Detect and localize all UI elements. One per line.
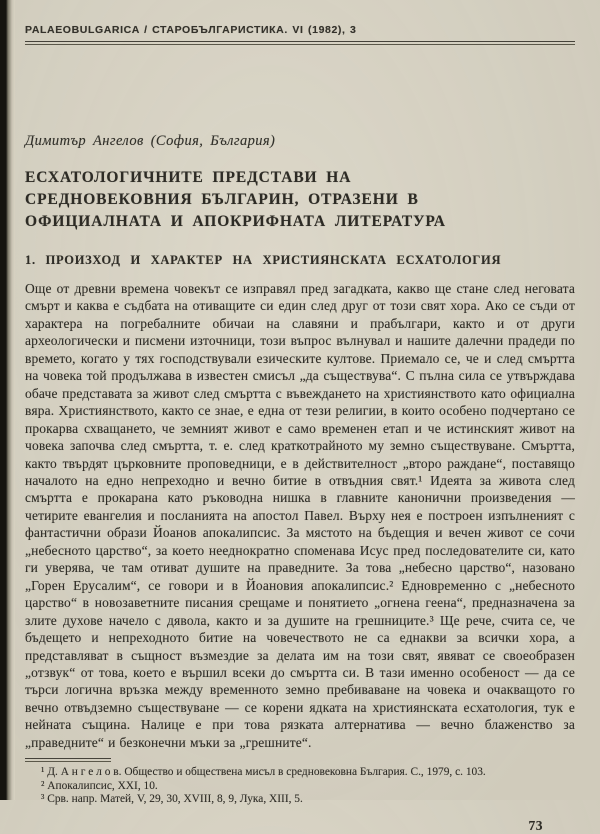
journal-header: PALAEOBULGARICA / СТАРОБЪЛГАРИСТИКА. VI (1982), 3 — [25, 24, 357, 36]
footnote-2: ² Апокалипсис, XXI, 10. — [41, 779, 158, 792]
footnote-1: ¹ Д. А н г е л о в. Общество и обществена мисъл в средновековна България. С., 1979, с. 103. — [41, 766, 486, 779]
article-title: ЕСХАТОЛОГИЧНИТЕ ПРЕДСТАВИ НА СРЕДНОВЕКОВНИЯ БЪЛГАРИН, ОТРАЗЕНИ В ОФИЦИАЛНАТА И АПОКРИФНАТА ЛИТЕРАТУРА — [25, 169, 446, 230]
footnote-rule — [25, 758, 111, 762]
footnote-3: ³ Срв. напр. Матей, V, 29, 30, XVIII, 8, 9, Лука, XIII, 5. — [41, 793, 303, 806]
author-line: Димитър Ангелов (София, България) — [25, 133, 276, 149]
footnotes-block — [25, 766, 575, 806]
scan-left-edge — [0, 0, 15, 800]
page-body — [25, 0, 575, 834]
header-rule — [25, 41, 575, 45]
body-paragraph: Още от древни времена човекът се изправял пред загадката, какво ще стане след неговата смърт и каква е съдбата на отиващите си един след друг от този свят хора. Ако се съди от характера на погребалните обичаи на славяни и прабългари, както и от други археологически и писмени източници, този въпрос вълнувал и нашите далечни прадеди по времето, когато у тях господствували езическите култове. Приемало се, че и след смъртта на човека той продължава в известен смисъл „да съществува“. С пълна сила се утвърждава обаче представата за живот след смъртта с въвеждането на християнството като официална вяра. Християнството, както се знае, е една от тези религии, в които особено подчертано се прокарва схващането, че земният живот е само временен етап и че истинският живот на човека започва след смъртта, т. е. след краткотрайното му земно съществуване. Смъртта, както твърдят църковните проповедници, е в действителност „второ раждане“, поставящо началото на едно непреходно и вечно битие в отвъдния свят.¹ Идеята за живота след смъртта е прокарана като ръководна нишка в главните канонични произведения — четирите евангелия и посланията на апостол Павел. Върху нея е построен изпълненият с фантастични образи Йоанов апокалипсис. За мястото на бъдещия и вечен живот се сочи „небесното царство“, за което нееднократно споменава Исус пред последователите си, като ги уверява, че там отиват душите на праведните. За това „небесно царство“, назовано „Горен Ерусалим“, се говори и в Йоановия апокалипсис.² Едновременно с „небесното царство“ в новозаветните писания срещаме и понятието „огнена геена“, предназначена за злите духове начело с дявола, както и за душите на грешниците.³ Ще рече, счита се, че бъдещето и непреходното битие на човечеството не са еднакви за всички хора, а представляват в същност възмездие за делата им на този свят, явяват се своеобразен „отзвук“ от това, което е вършил всеки до смъртта си. В тази именно особеност — да се търси логична връзка между временното земно пребиваване на човека и очакващото го вечно отвъдземно съществуване — се корени ядката на християнската есхатология, тук е нейната същина. Налице е при това рязката алтернатива — вечно блаженство за „праведните“ и безконечни мъки за „грешните“. — [25, 281, 575, 750]
section-heading: 1. ПРОИЗХОД И ХАРАКТЕР НА ХРИСТИЯНСКАТА ЕСХАТОЛОГИЯ — [25, 253, 502, 267]
page-number: 73 — [528, 818, 543, 834]
